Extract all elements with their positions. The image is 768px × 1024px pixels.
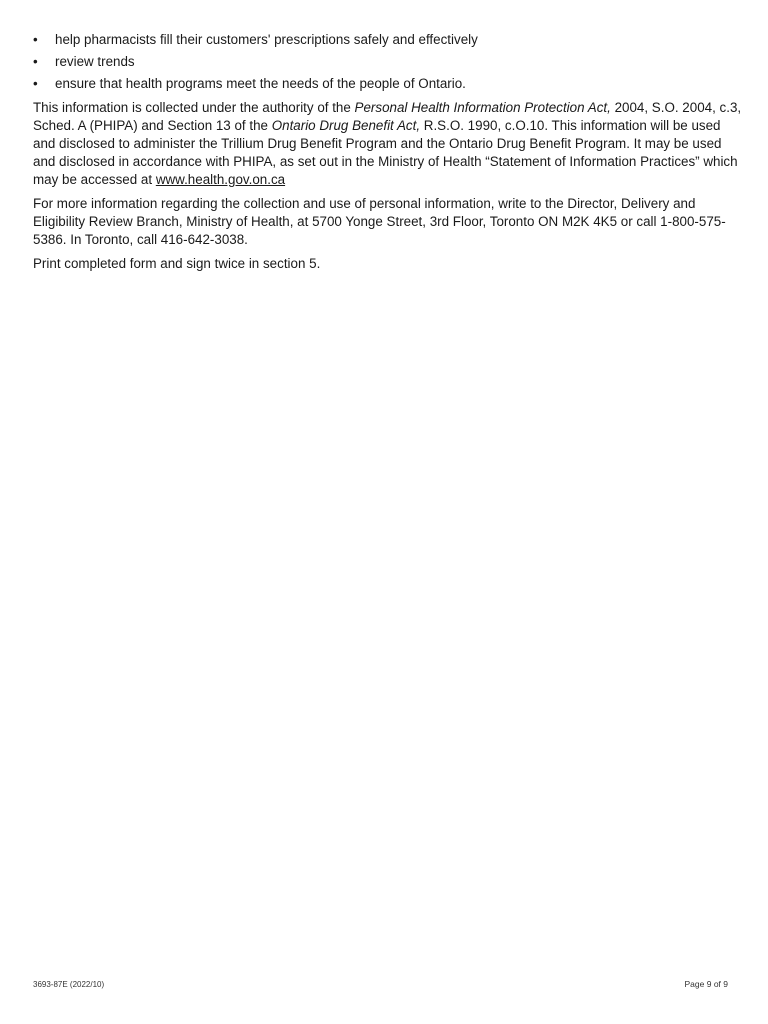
bullet-icon: •	[33, 32, 38, 47]
health-website-link[interactable]: www.health.gov.on.ca	[155, 172, 286, 187]
bullet-icon: •	[33, 76, 38, 91]
page-number: Page 9 of 9	[684, 979, 728, 989]
list-item: • ensure that health programs meet the needs of the people of Ontario.	[33, 76, 466, 91]
authority-paragraph: This information is collected under the authority of the Personal Health Information Protection Act, 2004, S.O. 2004, c.3, Sched. A (PHIPA) and Section 13 of the Ontario Drug Benefit Act, R.S.O. 1990, c.O.10. This information will be used and disclosed to administer the Trillium Drug Benefit Program and the Ontario Drug Benefit Program. It may be used and disclosed in accordance with PHIPA, as set out in the Ministry of Health “Statement of Information Practices” which may be accessed at www.health.gov.on.ca	[33, 100, 742, 187]
bullet-icon: •	[33, 54, 38, 69]
list-item: • review trends	[33, 54, 135, 69]
phipa-act-title: Personal Health Information Protection Act,	[354, 100, 611, 115]
print-instruction: Print completed form and sign twice in section 5.	[33, 256, 321, 271]
form-number: 3693-87E (2022/10)	[33, 980, 105, 989]
purpose-list	[33, 31, 745, 93]
document-body	[33, 31, 745, 279]
list-item: • help pharmacists fill their customers' prescriptions safely and effectively	[33, 32, 478, 47]
odb-act-title: Ontario Drug Benefit Act,	[271, 118, 421, 133]
contact-paragraph: For more information regarding the collection and use of personal information, write to the Director, Delivery and Eligibility Review Branch, Ministry of Health, at 5700 Yonge Street, 3rd Floor, Toronto ON M2K 4K5 or call 1-800-575-5386. In Toronto, call 416-642-3038.	[33, 196, 726, 247]
